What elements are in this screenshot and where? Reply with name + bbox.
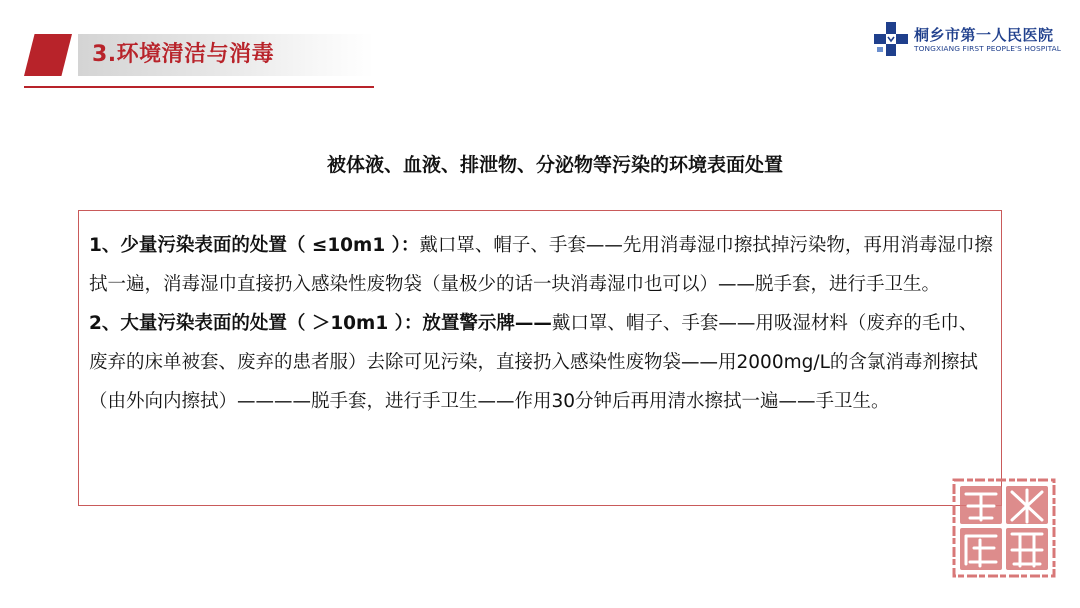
item-1-heading: 1、少量污染表面的处置（ ≤10m1 ）： — [89, 235, 420, 256]
hospital-name: 桐乡市第一人民医院 — [914, 26, 1054, 44]
header-accent-shape — [24, 34, 72, 76]
red-seal-stamp-icon — [950, 474, 1058, 582]
item-2-body: 戴口罩、帽子、手套——用吸湿材料（废弃的毛巾、废弃的床单被套、废弃的患者服）去除可见污染，直接扔入感染性废物袋——用2000mg/L的含氯消毒剂擦拭（由外向内擦拭）————脱手套，进行手卫生——作用30分钟后再用清水擦拭一遍——手卫生。 — [89, 313, 978, 412]
hospital-logo — [874, 22, 1064, 56]
page-title: 3.环境清洁与消毒 — [92, 42, 275, 67]
content-box — [78, 210, 1002, 506]
content-text — [89, 226, 995, 421]
item-1-body: 戴口罩、帽子、手套——先用消毒湿巾擦拭掉污染物，再用消毒湿巾擦拭一遍，消毒湿巾直接扔入感染性废物袋（量极少的话一块消毒湿巾也可以）——脱手套，进行手卫生。 — [89, 235, 993, 295]
item-2-heading: 2、大量污染表面的处置（ ＞10m1 ）：放置警示牌—— — [89, 313, 552, 334]
hospital-cross-logo-icon — [874, 22, 908, 56]
section-subtitle: 被体液、血液、排泄物、分泌物等污染的环境表面处置 — [326, 154, 783, 176]
header-divider — [24, 86, 374, 88]
hospital-name-en: TONGXIANG FIRST PEOPLE'S HOSPITAL — [914, 44, 1061, 53]
